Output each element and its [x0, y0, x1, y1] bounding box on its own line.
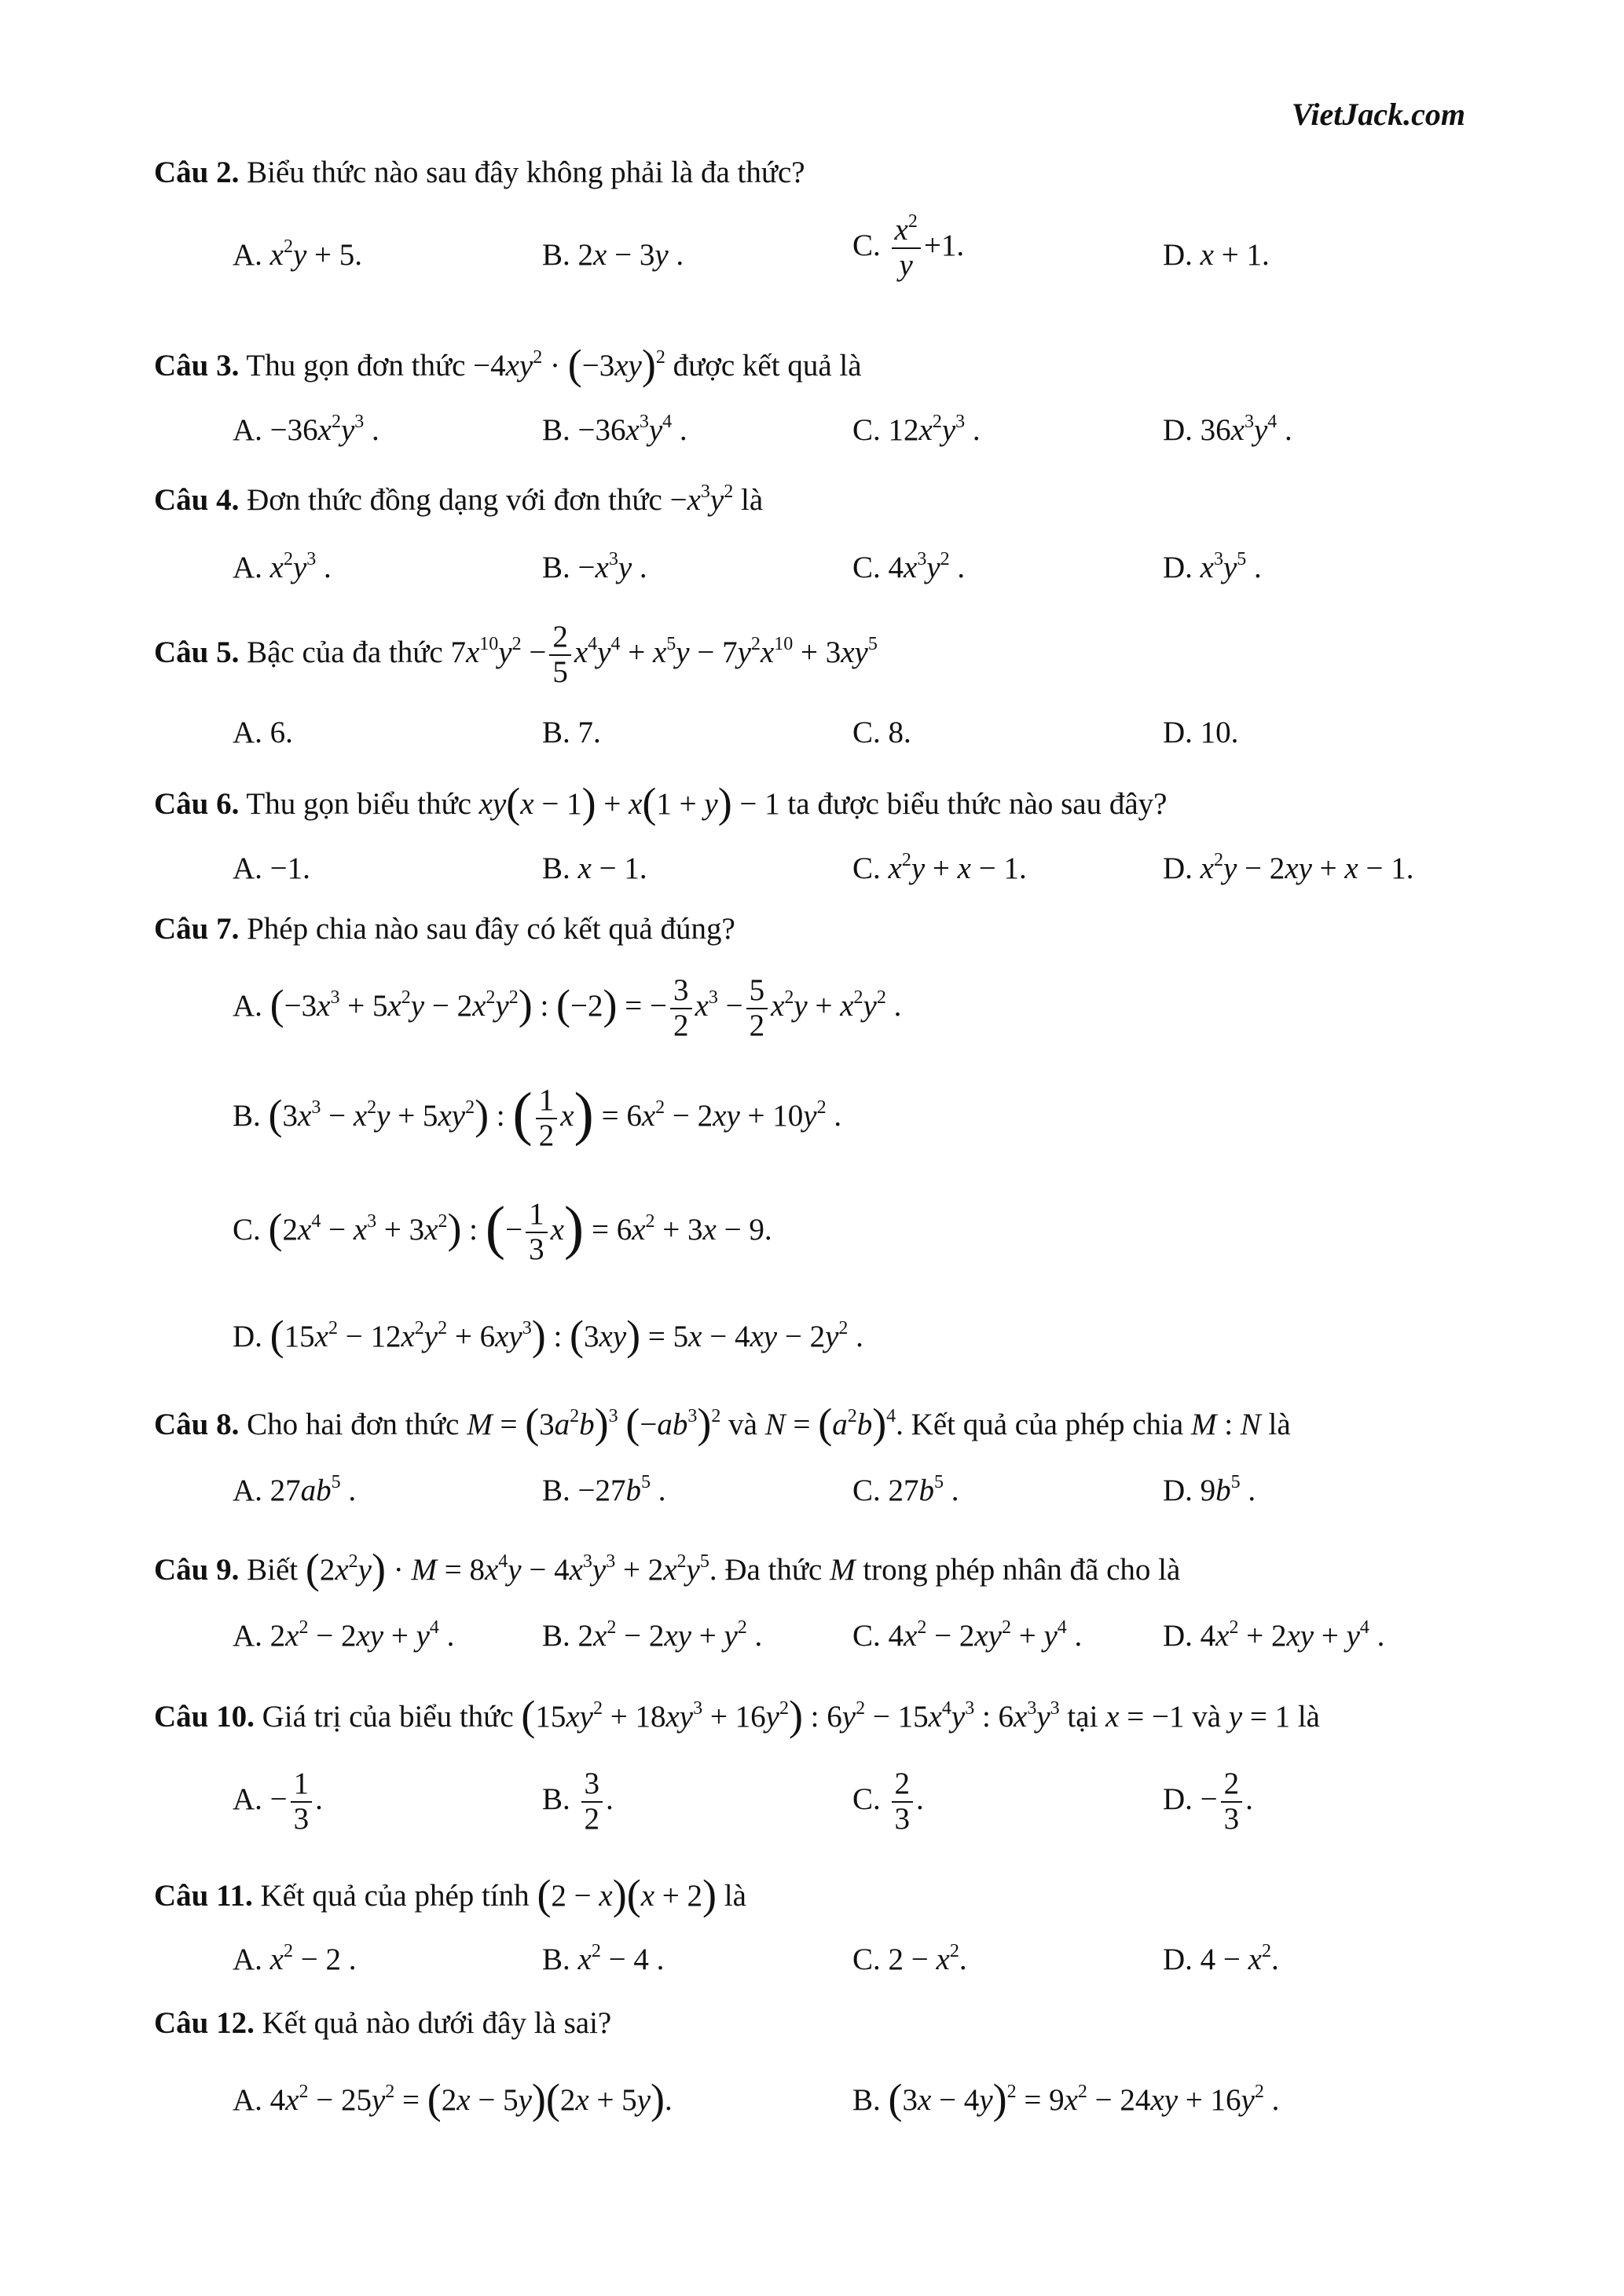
question-label: Câu 8.: [154, 1408, 240, 1441]
q6-option-d: D. $x^2y - 2xy + x - 1$.: [1163, 850, 1414, 885]
q10-option-b: B. $\frac{3}{2}$ .: [542, 1767, 614, 1836]
question-label: Câu 4.: [154, 483, 240, 517]
q3-option-b: B. $-36x^3y^4$ .: [542, 412, 687, 447]
q2-option-d: D. x + 1.: [1163, 238, 1270, 272]
q5-option-b: B. 7.: [542, 716, 601, 749]
q2-option-a: A. $x^2y + 5$.: [233, 236, 363, 272]
q7-option-d: D. $(15x^2 - 12x^2y^2 + 6xy^3)$ : $(3xy) = 5x - 4xy - 2y^2$ .: [233, 1312, 863, 1359]
question-label: Câu 5.: [154, 635, 240, 669]
question-label: Câu 12.: [154, 2006, 255, 2040]
q8-option-d: D. $9b^5$ .: [1163, 1472, 1256, 1507]
question-9: Câu 9. Biết $(2x^2y) \cdot M = 8x^4y - 4x^3y^3 + 2x^2y^5$. Đa thức M trong phép nhân đã cho là: [154, 1545, 1181, 1592]
q7-option-c: C. $(2x^4 - x^3 + 3x^2)$ : (− $\frac{1}{3}$ $x) = 6x^2 + 3x - 9$.: [233, 1194, 772, 1266]
question-label: Câu 3.: [154, 349, 240, 383]
q11-option-a: A. $x^2 - 2$ .: [233, 1941, 357, 1976]
q9-option-a: A. $2x^2 - 2xy + y^4$ .: [233, 1617, 455, 1653]
q9-option-b: B. $2x^2 - 2xy + y^2$ .: [542, 1617, 763, 1653]
q12-option-a: A. $4x^2 - 25y^2 = (2x - 5y)(2x + 5y)$.: [233, 2075, 673, 2122]
q4-option-a: A. $x^2y^3$ .: [233, 549, 332, 584]
q6-option-c: C. $x^2y + x - 1$.: [852, 850, 1027, 885]
question-label: Câu 2.: [154, 156, 240, 189]
q11-option-c: C. $2 - x^2$.: [852, 1941, 967, 1976]
q10-option-c: C. $\frac{2}{3}$ .: [852, 1767, 924, 1836]
question-label: Câu 11.: [154, 1879, 253, 1913]
question-3: Câu 3. Thu gọn đơn thức $-4xy^2 \cdot (-3xy)^2$ được kết quả là: [154, 341, 862, 388]
question-5: Câu 5. Bậc của đa thức $7x^{10}y^2$ − $\frac{2}{5}$ $x^4y^4 + x^5y - 7y^2x^{10} + 3xy^5$: [154, 620, 878, 689]
q9-option-d: D. $4x^2 + 2xy + y^4$ .: [1163, 1617, 1385, 1653]
q8-option-a: A. $27ab^5$ .: [233, 1472, 357, 1507]
question-6: Câu 6. Thu gọn biểu thức xy(x − 1) + x(1 + y) − 1 ta được biểu thức nào sau đây?: [154, 779, 1168, 826]
question-7: Câu 7. Phép chia nào sau đây có kết quả đúng?: [154, 912, 735, 946]
question-12: Câu 12. Kết quả nào dưới đây là sai?: [154, 2006, 612, 2040]
q3-option-c: C. $12x^2y^3$ .: [852, 412, 981, 447]
question-label: Câu 7.: [154, 912, 240, 946]
q2-option-b: B. 2x − 3y .: [542, 238, 684, 272]
q6-option-a: A. −1.: [233, 851, 310, 885]
question-8: Câu 8. Cho hai đơn thức $M = (3a^2b)^3$ $(-ab^3)^2$ và $N = (a^2b)^4$. Kết quả của phép chia M : N là: [154, 1400, 1291, 1447]
q6-option-b: B. x − 1.: [542, 851, 647, 885]
q5-option-a: A. 6.: [233, 716, 293, 749]
question-10: Câu 10. Giá trị của biểu thức $(15xy^2 + 18xy^3 + 16y^2)$ : $6y^2 - 15x^4y^3$ : $6x^3y^3$ tại x = −1 và y = 1 là: [154, 1692, 1320, 1739]
q10-option-d: D. − $\frac{2}{3}$ .: [1163, 1767, 1253, 1836]
q5-option-c: C. 8.: [852, 716, 911, 749]
q8-option-b: B. $-27b^5$ .: [542, 1472, 666, 1507]
question-4: Câu 4. Đơn thức đồng dạng với đơn thức $-x^3y^2$ là: [154, 482, 764, 517]
q3-option-d: D. $36x^3y^4$ .: [1163, 412, 1292, 447]
question-label: Câu 9.: [154, 1553, 240, 1587]
question-11: Câu 11. Kết quả của phép tính (2 − x)(x + 2) là: [154, 1871, 746, 1918]
q9-option-c: C. $4x^2 - 2xy^2 + y^4$ .: [852, 1617, 1083, 1653]
q4-option-d: D. $x^3y^5$ .: [1163, 549, 1262, 584]
q2-option-c: C. $\frac{x^2}{y}$ +1.: [852, 211, 965, 282]
question-2: [154, 155, 805, 192]
q7-option-a: A. $(-3x^3 + 5x^2y - 2x^2y^2)$ : (−2) = − $\frac{3}{2}$ $x^3$ − $\frac{5}{2}$ $x^2y + x^2y^2$ .: [233, 973, 902, 1042]
q4-option-b: B. $-x^3y$ .: [542, 549, 647, 584]
q8-option-c: C. $27b^5$ .: [852, 1472, 959, 1507]
question-label: Câu 6.: [154, 787, 240, 821]
q12-option-b: B. $(3x - 4y)^2 = 9x^2 - 24xy + 16y^2$ .: [852, 2075, 1280, 2122]
q11-option-d: D. $4 - x^2$.: [1163, 1941, 1279, 1976]
q4-option-c: C. $4x^3y^2$ .: [852, 549, 966, 584]
question-text: Biểu thức nào sau đây không phải là đa thức?: [247, 156, 805, 189]
q10-option-a: A. − $\frac{1}{3}$ .: [233, 1767, 323, 1836]
q5-option-d: D. 10.: [1163, 716, 1239, 749]
q3-option-a: A. $-36x^2y^3$ .: [233, 412, 379, 447]
question-label: Câu 10.: [154, 1700, 255, 1734]
q7-option-b: B. $(3x^3 - x^2y + 5xy^2)$ : ( $\frac{1}{2}$ $x) = 6x^2 - 2xy + 10y^2$ .: [233, 1080, 842, 1152]
q11-option-b: B. $x^2 - 4$ .: [542, 1941, 665, 1976]
brand-logo-text: VietJack.com: [1291, 97, 1465, 132]
